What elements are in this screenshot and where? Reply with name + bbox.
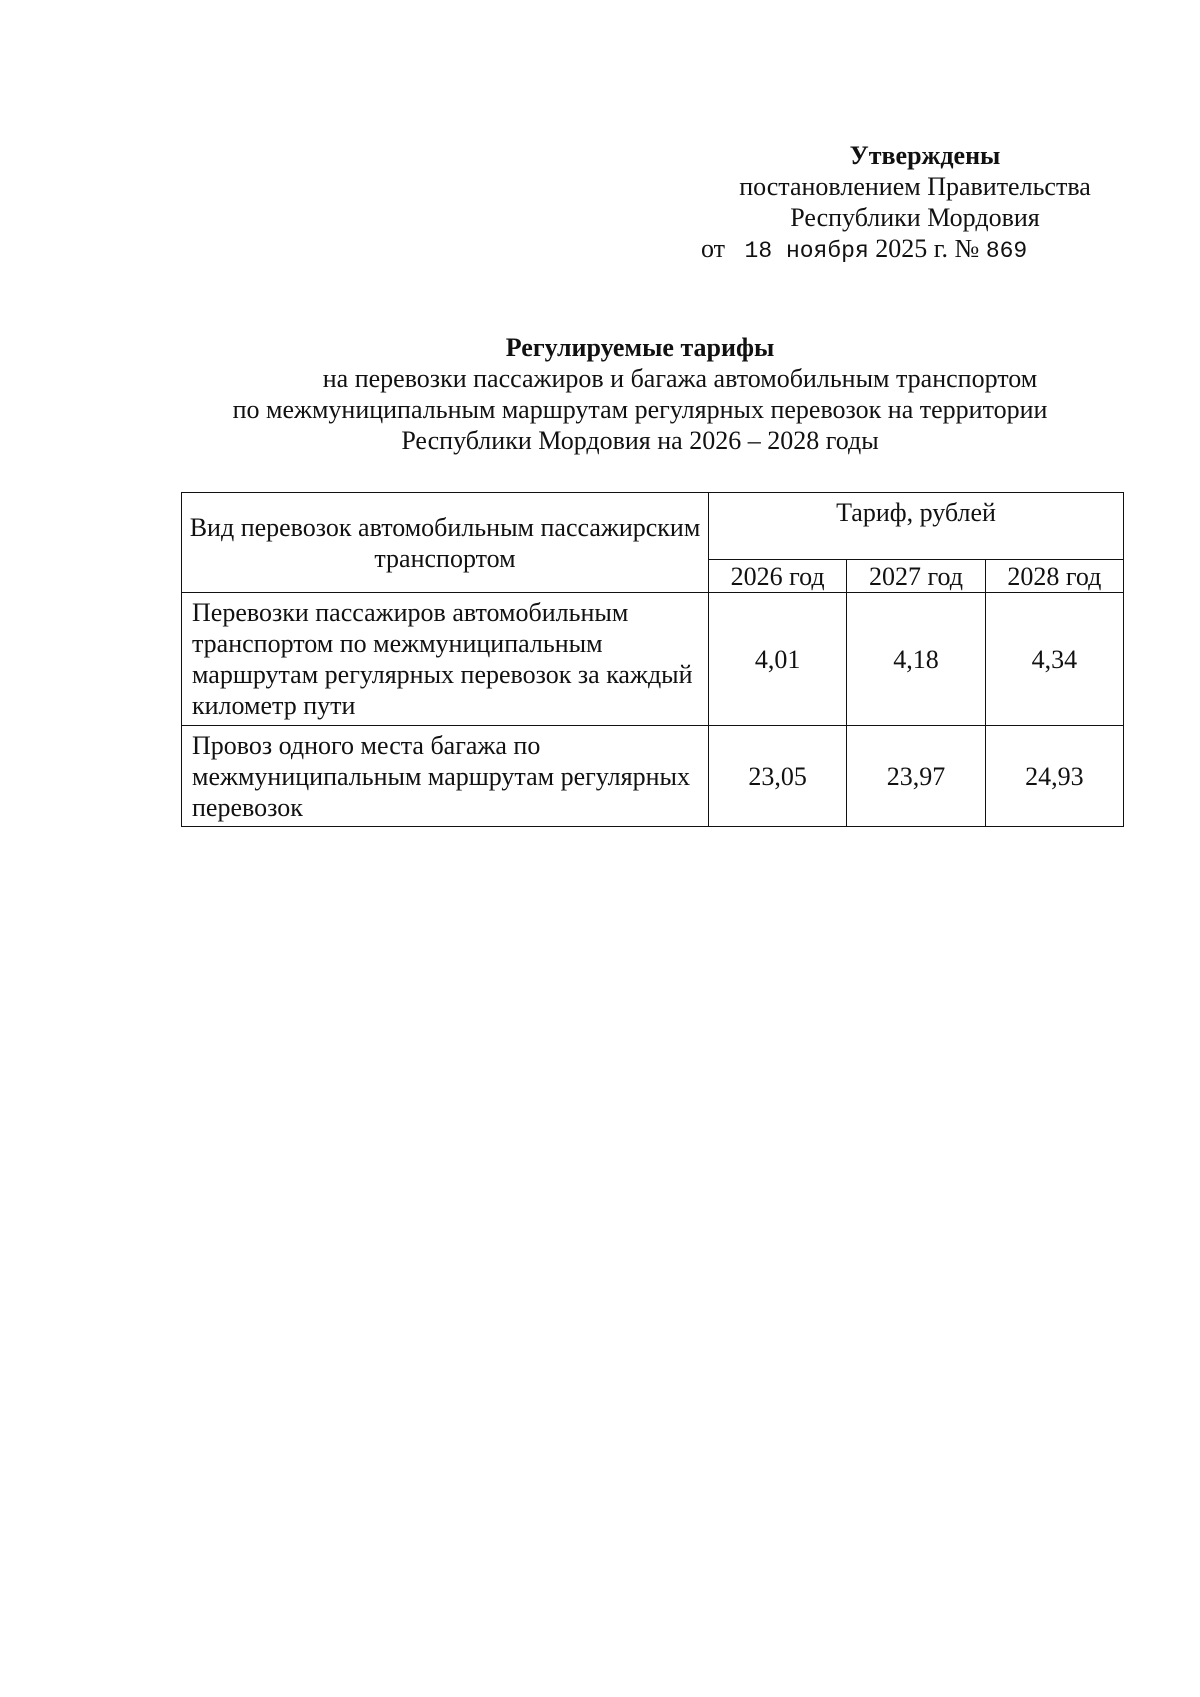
- approval-number: 869: [985, 238, 1028, 264]
- table-row: [182, 593, 1124, 726]
- approval-title: Утверждены: [849, 141, 1001, 170]
- approval-block: [700, 140, 1130, 267]
- cell-value: 4,18: [847, 593, 985, 726]
- header-year-2028: 2028 год: [985, 560, 1123, 593]
- approval-date-line: [701, 233, 1130, 267]
- header-transport-kind: Вид перевозок автомобильным пассажирским транспортом: [182, 493, 709, 593]
- approval-line-resolution: постановлением Правительства: [739, 172, 1091, 201]
- header-tariff: Тариф, рублей: [709, 493, 1124, 560]
- approval-date-day-month: 18 ноября: [744, 238, 869, 264]
- table-row: [182, 726, 1124, 827]
- tariffs-table: [181, 492, 1124, 827]
- row-label-passengers: Перевозки пассажиров автомобильным транспортом по межмуниципальным маршрутам регулярных перевозок за каждый километр пути: [182, 593, 709, 726]
- cell-value: 4,34: [985, 593, 1123, 726]
- header-year-2026: 2026 год: [709, 560, 847, 593]
- approval-date-year: 2025 г. №: [875, 234, 980, 263]
- approval-date-prefix: от: [701, 234, 726, 263]
- header-year-2027: 2027 год: [847, 560, 985, 593]
- document-subtitle-line: на перевозки пассажиров и багажа автомобильным транспортом: [322, 364, 1038, 393]
- row-label-baggage: Провоз одного места багажа по межмуниципальным маршрутам регулярных перевозок: [182, 726, 709, 827]
- table-header-row: [182, 493, 1124, 560]
- cell-value: 23,05: [709, 726, 847, 827]
- document-title-block: [160, 332, 1120, 456]
- document-title: Регулируемые тарифы: [505, 333, 775, 362]
- document-subtitle-line: Республики Мордовия на 2026 – 2028 годы: [401, 426, 879, 455]
- approval-line-republic: Республики Мордовия: [790, 203, 1040, 232]
- cell-value: 23,97: [847, 726, 985, 827]
- cell-value: 4,01: [709, 593, 847, 726]
- cell-value: 24,93: [985, 726, 1123, 827]
- document-subtitle-line: по межмуниципальным маршрутам регулярных перевозок на территории: [232, 395, 1048, 424]
